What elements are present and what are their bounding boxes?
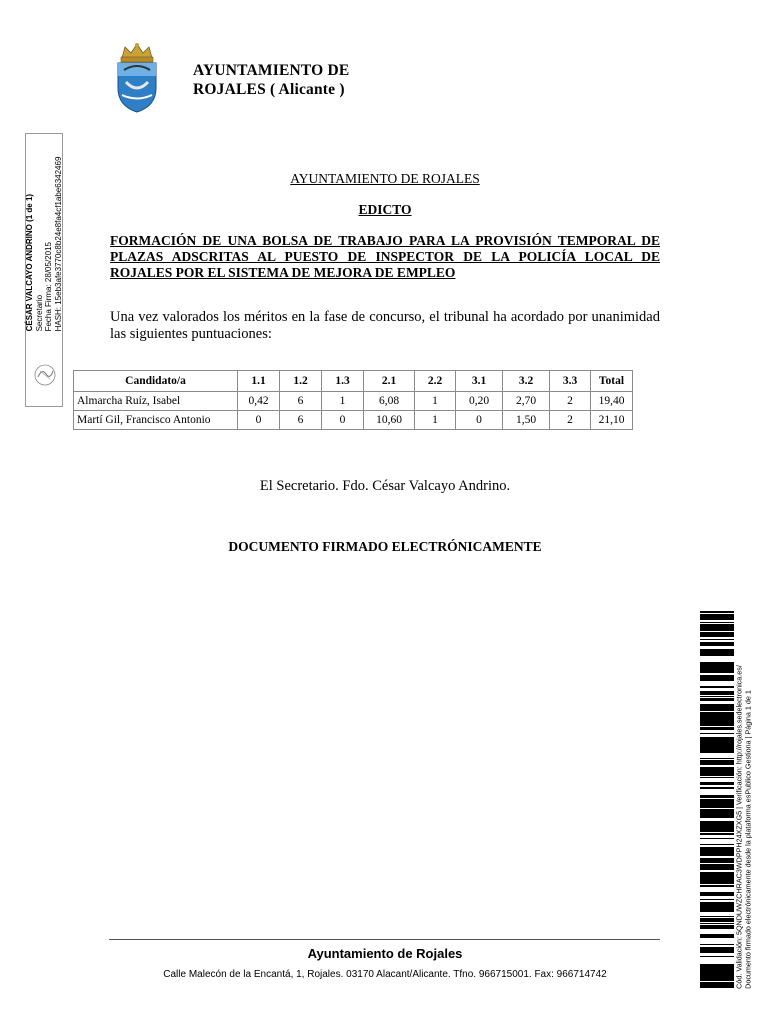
column-header: 2.1 bbox=[364, 371, 415, 392]
table-cell: 1,50 bbox=[503, 411, 550, 430]
organization-name-line1: AYUNTAMIENTO DE bbox=[193, 62, 350, 79]
footer-divider bbox=[109, 939, 660, 940]
signature-seal-icon bbox=[32, 362, 58, 388]
column-header: 3.2 bbox=[503, 371, 550, 392]
footer-address: Calle Malecón de la Encantá, 1, Rojales. 03170 Alacant/Alicante. Tfno. 966715001. Fax: 966714742 bbox=[163, 969, 607, 980]
column-header: 3.1 bbox=[456, 371, 503, 392]
coat-of-arms-icon bbox=[108, 42, 166, 114]
table-cell: Martí Gil, Francisco Antonio bbox=[74, 411, 238, 430]
column-header: Candidato/a bbox=[74, 371, 238, 392]
table-row bbox=[74, 411, 633, 430]
table-cell: 6 bbox=[280, 392, 322, 411]
column-header: Total bbox=[591, 371, 633, 392]
document-paragraph: Una vez valorados los méritos en la fase de concurso, el tribunal ha acordado por unanimidad las siguientes puntuaciones: bbox=[110, 309, 660, 342]
table-cell: 6,08 bbox=[364, 392, 415, 411]
column-header: 1.1 bbox=[238, 371, 280, 392]
table-cell: 2 bbox=[550, 411, 591, 430]
column-header: 2.2 bbox=[415, 371, 456, 392]
table-cell: 19,40 bbox=[591, 392, 633, 411]
signature-stamp-text bbox=[25, 157, 63, 332]
signature-stamp bbox=[25, 133, 63, 407]
table-cell: 0,20 bbox=[456, 392, 503, 411]
document-type: EDICTO bbox=[358, 202, 412, 217]
verification-text bbox=[736, 665, 753, 989]
verification-platform-line: Documento firmado electrónicamente desde la plataforma esPublico Gestiona | Página 1 de 1 bbox=[743, 690, 752, 989]
table-cell: 0 bbox=[238, 411, 280, 430]
column-header: 1.3 bbox=[322, 371, 364, 392]
table-cell: 6 bbox=[280, 411, 322, 430]
signature-hash: HASH: 15eb3afe3770c8b24e8fa4cf1abe6342469 bbox=[53, 156, 63, 332]
table-cell: 0 bbox=[456, 411, 503, 430]
verification-code-line: Cód. Validación: 5QNDUWZCHRAC3WDPPH24XZXG5 | Verificación: http://rojales.sedelectronica.es/ bbox=[734, 665, 744, 989]
column-header: 1.2 bbox=[280, 371, 322, 392]
document-heading: AYUNTAMIENTO DE ROJALES bbox=[290, 171, 480, 186]
signer-role: Secretario bbox=[34, 294, 44, 332]
table-header-row bbox=[74, 371, 633, 392]
table-cell: 2,70 bbox=[503, 392, 550, 411]
signer-name: CÉSAR VALCAYO ANDRINO (1 de 1) bbox=[25, 193, 34, 332]
footer-title: Ayuntamiento de Rojales bbox=[307, 946, 463, 961]
organization-name-line2: ROJALES ( Alicante ) bbox=[193, 81, 345, 98]
table-cell: 1 bbox=[415, 392, 456, 411]
table-cell: 2 bbox=[550, 392, 591, 411]
table-row bbox=[74, 392, 633, 411]
table-cell: 1 bbox=[322, 392, 364, 411]
table-cell: 0,42 bbox=[238, 392, 280, 411]
organization-name bbox=[193, 61, 349, 99]
document-subject: FORMACIÓN DE UNA BOLSA DE TRABAJO PARA LA PROVISIÓN TEMPORAL DE PLAZAS ADSCRITAS AL PUESTO DE INSPECTOR DE LA POLICÍA LOCAL DE ROJALES POR EL SISTEMA DE MEJORA DE EMPLEO bbox=[110, 233, 660, 280]
barcode-icon bbox=[700, 610, 734, 988]
table-cell: 1 bbox=[415, 411, 456, 430]
table-cell: 21,10 bbox=[591, 411, 633, 430]
results-table bbox=[73, 370, 633, 430]
secretary-signature: El Secretario. Fdo. César Valcayo Andrino. bbox=[259, 478, 511, 494]
table-cell: 10,60 bbox=[364, 411, 415, 430]
table-cell: 0 bbox=[322, 411, 364, 430]
table-cell: Almarcha Ruíz, Isabel bbox=[74, 392, 238, 411]
column-header: 3.3 bbox=[550, 371, 591, 392]
signed-notice: DOCUMENTO FIRMADO ELECTRÓNICAMENTE bbox=[228, 539, 542, 554]
signature-date: Fecha Firma: 28/05/2015 bbox=[44, 242, 53, 332]
